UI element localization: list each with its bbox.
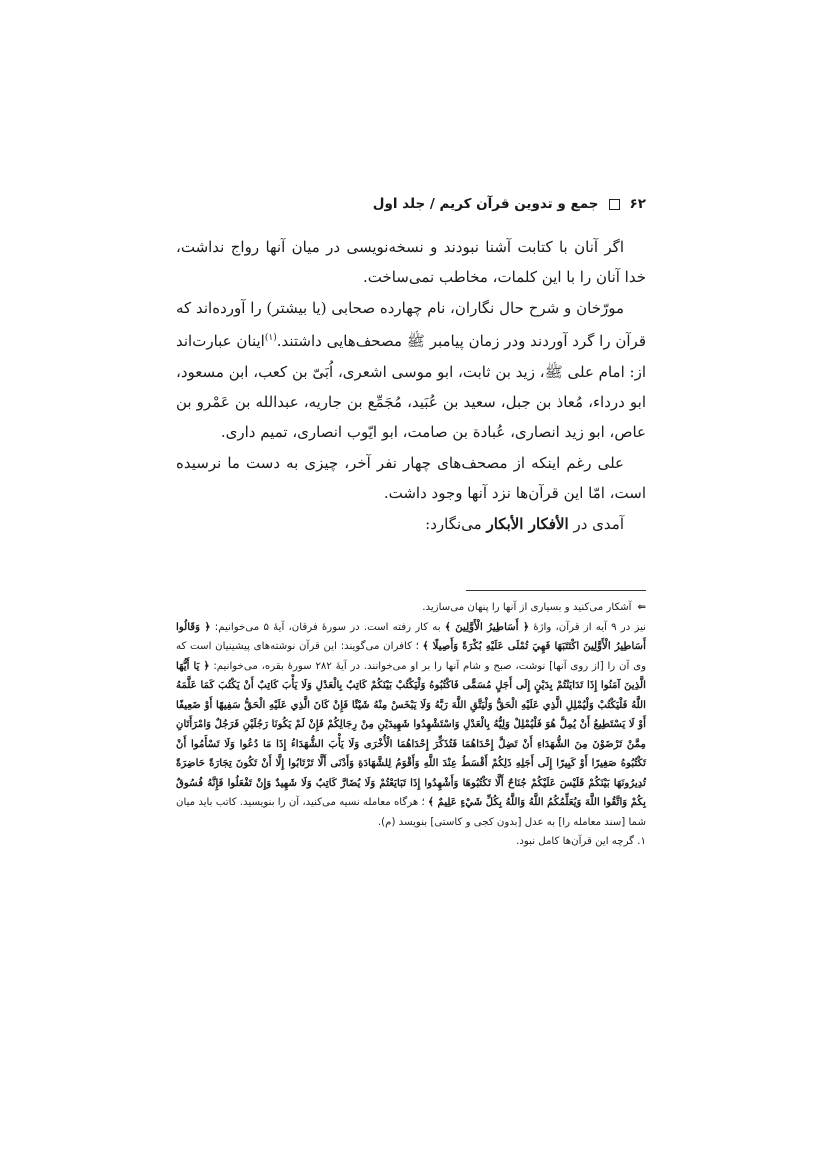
paragraph-2 (176, 293, 646, 448)
paragraph-3: علی رغم اینکه از مصحف‌های چهار نفر آخر، چیزی به دست ما نرسیده است، امّا این قرآن‌ها نزد آنها وجود داشت. (176, 453, 646, 503)
paragraph-1: اگر آنان با کتابت آشنا نبودند و نسخه‌نویسی در میان آنها رواج نداشت، خدا آنان را با این کلمات، مخاطب نمی‌ساخت. (176, 238, 646, 287)
note-text-a: نیز در ۹ آیه از قرآن، واژهٔ (533, 621, 646, 633)
quran-quote-c: ﴿ يَا أَيُّهَا الَّذِينَ آمَنُوا إِذَا تَدَايَنْتُمْ بِدَيْنٍ إِلَى أَجَلٍ مُسَمًّى فَاكْتُبُوهُ وَلْيَكْتُبْ بَيْنَكُمْ كَاتِبٌ بِالْعَدْلِ وَلَا يَأْبَ كَاتِبٌ أَنْ يَكْتُبَ كَمَا عَلَّمَهُ اللَّهُ فَلْيَكْتُبْ وَلْيُمْلِلِ الَّذِي عَلَيْهِ الْحَقُّ وَلْيَتَّقِ اللَّهَ رَبَّهُ وَلَا يَبْخَسْ مِنْهُ شَيْئًا فَإِنْ كَانَ الَّذِي عَلَيْهِ الْحَقُّ سَفِيهًا أَوْ ضَعِيفًا أَوْ لَا يَسْتَطِيعُ أَنْ يُمِلَّ هُوَ فَلْيُمْلِلْ وَلِيُّهُ بِالْعَدْلِ وَاسْتَشْهِدُوا شَهِيدَيْنِ مِنْ رِجَالِكُمْ فَإِنْ لَمْ يَكُونَا رَجُلَيْنِ فَرَجُلٌ وَامْرَأَتَانِ مِمَّنْ تَرْضَوْنَ مِنَ الشُّهَدَاءِ أَنْ تَضِلَّ إِحْدَاهُمَا فَتُذَكِّرَ إِحْدَاهُمَا الْأُخْرَى وَلَا يَأْبَ الشُّهَدَاءُ إِذَا مَا دُعُوا وَلَا تَسْأَمُوا أَنْ تَكْتُبُوهُ صَغِيرًا أَوْ كَبِيرًا إِلَى أَجَلِهِ ذَلِكُمْ أَقْسَطُ عِنْدَ اللَّهِ وَأَقْوَمُ لِلشَّهَادَةِ وَأَدْنَى أَلَّا تَرْتَابُوا إِلَّا أَنْ تَكُونَ تِجَارَةً حَاضِرَةً تُدِيرُونَهَا بَيْنَكُمْ فَلَيْسَ عَلَيْكُمْ جُنَاحٌ أَلَّا تَكْتُبُوهَا وَأَشْهِدُوا إِذَا تَبَايَعْتُمْ وَلَا يُضَارَّ كَاتِبٌ وَلَا شَهِيدٌ وَإِنْ تَفْعَلُوا فَإِنَّهُ فُسُوقٌ بِكُمْ وَاتَّقُوا اللَّهَ وَيُعَلِّمُكُمُ اللَّهُ وَاللَّهُ بِكُلِّ شَيْءٍ عَلِيمٌ ﴾ (176, 659, 646, 808)
page-number: ۶۲ (629, 196, 646, 212)
running-header (176, 196, 646, 212)
footnote-continuation (176, 598, 646, 618)
paragraph-4 (176, 509, 646, 539)
footnotes (176, 598, 646, 852)
paragraph-4-text: آمدی در (573, 514, 624, 533)
quran-quote-a: ﴿ أَسَاطِيرُ الْأَوَّلِينَ ﴾ (444, 620, 530, 633)
paragraph-2-list: اینان عبارت‌اند از: امام علی ﷺ، زید بن ثابت، ابو موسی اشعری، اُبَیّ بن کعب، ابن مسعود، ابو درداء، مُعاذ بن جبل، سعید بن عُبَید، مُجَمِّع بن جاریه، عبدالله بن عَمْرو بن عاص، ابو زید انصاری، عُبادة بن صامت، ابو ایّوب انصاری، تمیم داری. (176, 332, 646, 442)
square-bullet-icon (609, 199, 620, 210)
footnote-1: ۱. گرچه این قرآن‌ها کامل نبود. (516, 836, 646, 847)
note-text-c: ؛ کافران می‌گویند: این قرآن نوشته‌های پیشینیان است که وی آن را [از روی آنها] نوشت، صبح و شام آنها را بر او می‌خوانند. در آیهٔ ۲۸۲ سورهٔ بقره، می‌خوانیم: (176, 641, 646, 672)
book-name: الأفكار الأبكار (486, 514, 569, 533)
footnote-body (176, 618, 646, 833)
paragraph-4-verb: می‌نگارد: (425, 514, 482, 533)
footnote-ref-1[interactable]: (۱) (264, 333, 277, 344)
footnote-divider (466, 590, 646, 591)
paragraph-2-text: مورّخان و شرح حال نگاران، نام چهارده صحابی (یا بیشتر) را آورده‌اند که قرآن را گرد آوردند ودر زمان پیامبر ﷺ مصحف‌هایی داشتند. (176, 298, 646, 351)
note-text-b: به کار رفته است. در سورهٔ فرقان، آیهٔ ۵ می‌خوانیم: (214, 621, 441, 633)
continuation-arrow-icon: ⇐ (637, 602, 646, 613)
continuation-text: آشکار می‌کنید و بسیاری از آنها را پنهان می‌سازید. (422, 602, 632, 613)
main-text (176, 232, 646, 539)
book-title: جمع و تدوین قرآن کریم / جلد اول (372, 196, 599, 212)
quran-quote-b: ﴿ وَقَالُوا أَسَاطِيرُ الْأَوَّلِينَ اكْتَتَبَهَا فَهِيَ تُمْلَى عَلَيْهِ بُكْرَةً وَأَصِيلًا ﴾ (176, 620, 647, 652)
note-text-d: ؛ هرگاه معامله نسیه می‌کنید، آن را بنویسید. کاتب باید میان شما [سند معامله را] به عدل [بدون کجی و کاستی] بنویسد (م). (176, 797, 646, 828)
